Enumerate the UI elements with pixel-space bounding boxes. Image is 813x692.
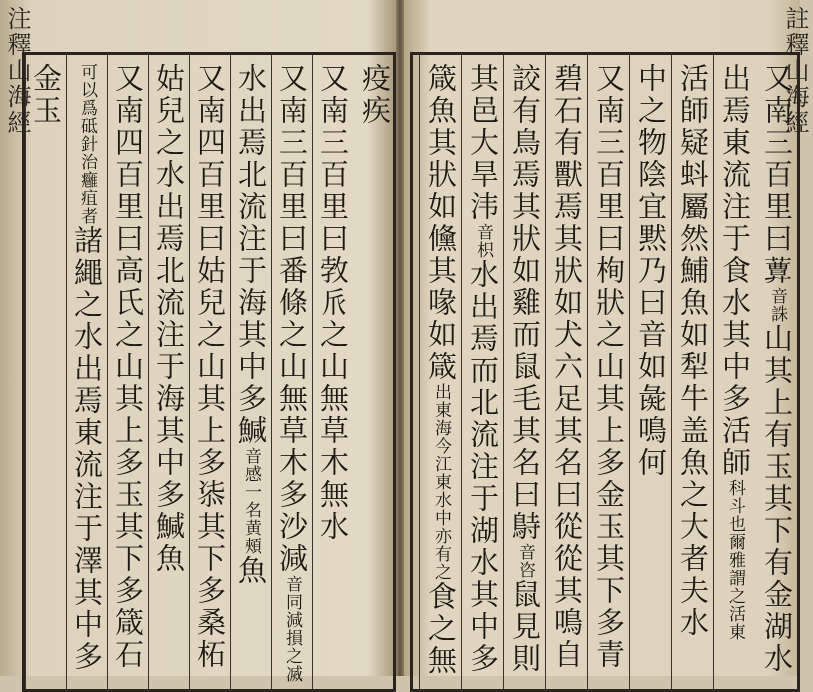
right-column-6: 碧石有獸焉其狀如犬六足其名曰從從其鳴自 [545, 55, 587, 689]
left-column-8: 可以爲砥針治癰疽者諸繩之水出焉東流注于澤其中多 [66, 55, 107, 689]
right-column-2: 出焉東流注于食水其中多活師科斗也爾雅謂之活東 [713, 55, 755, 689]
left-page [0, 0, 396, 683]
left-column-3: 又南三百里曰番條之山無草木多沙減音同減損之㓕 [271, 55, 312, 689]
book-fold [396, 0, 404, 676]
left-column-1: 疫疾 [358, 63, 392, 127]
right-column-5: 又南三百里曰栒狀之山其上多金玉其下多青 [587, 55, 629, 689]
right-column-4: 中之物陰宜黙乃曰音如彘鳴何 [629, 55, 671, 689]
left-column-7: 又南四百里曰高氏之山其上多玉其下多箴石 [107, 55, 148, 689]
right-column-1: 又南三百里曰𦿩音誅山其上有玉其下有金湖水 [760, 63, 794, 675]
left-column-9: 金玉 [25, 55, 66, 689]
right-column-7: 詨有鳥焉其狀如雞而鼠毛其名曰𪀔音咨鼠見則 [503, 55, 545, 689]
right-column-3: 活師疑蚪屬然鯆魚如犁牛盖魚之大者夫水 [671, 55, 713, 689]
left-column-4: 水出焉北流注于海其中多鰔音感一名黄頰魚 [230, 55, 271, 689]
right-column-9: 箴魚其狀如儵其喙如箴出東海今江東水中亦有之食之無 [419, 55, 461, 689]
right-column-8: 其邑大旱𣲗音枳水出焉而北流注于湖水其中多 [461, 55, 503, 689]
left-column-5: 又南四百里曰姑兒之山其上多㓒其下多桑柘 [189, 55, 230, 689]
left-margin-title: 注釋山海經 [3, 6, 31, 136]
right-margin-title: 註釋山海經 [781, 6, 809, 136]
left-column-6: 姑兒之水出焉北流注于海其中多鰔魚 [148, 55, 189, 689]
left-text-frame [22, 52, 396, 692]
right-page [404, 0, 809, 677]
left-column-2: 又南三百里曰㪍𠂢之山無草木無水 [312, 55, 353, 689]
right-text-frame [410, 52, 800, 692]
